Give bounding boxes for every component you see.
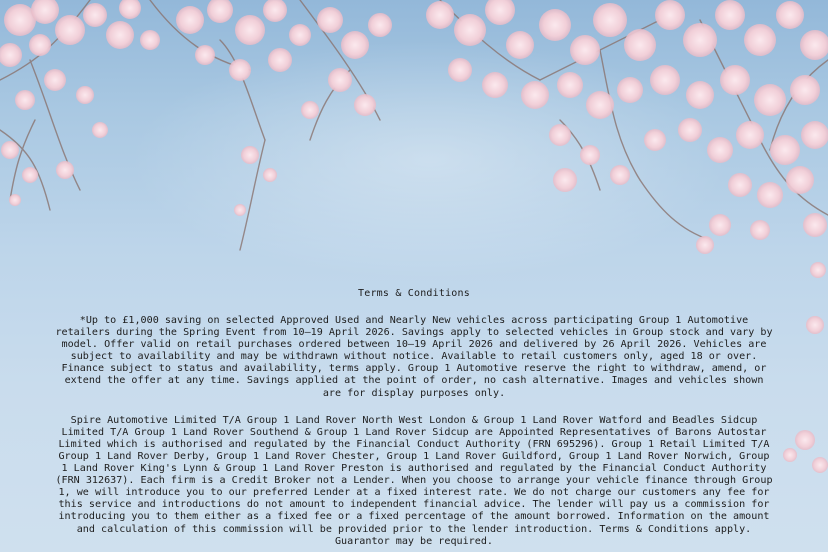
terms-paragraph-savings: *Up to £1,000 saving on selected Approved Used and Nearly New vehicles across participating Group 1 Automotive retailers during the Spring Event from 10–19 April 2026. Savings apply to selected vehicles in Group stock and vary by model. Offer valid on retail purchases ordered between 10–19 April 2026 and delivered by 26 April 2026. Vehicles are subject to availability and may be withdrawn without notice. Available to retail customers only, aged 18 or over. Finance subject to status and availability, terms apply. Group 1 Automotive reserve the right to withdraw, amend, or extend the offer at any time. Savings applied at the point of order, no cash alternative. Images and vehicles shown are for display purposes only.	[55, 315, 773, 399]
terms-paragraph-finance: Spire Automotive Limited T/A Group 1 Land Rover North West London & Group 1 Land Rover Watford and Beadles Sidcup Limited T/A Group 1 Land Rover Southend & Group 1 Land Rover Sidcup are Appointed Representatives of Barons Autostar Limited which is authorised and regulated by the Financial Conduct Authority (FRN 695296). Group 1 Retail Limited T/A Group 1 Land Rover Derby, Group 1 Land Rover Chester, Group 1 Land Rover Guildford, Group 1 Land Rover Norwich, Group 1 Land Rover King's Lynn & Group 1 Land Rover Preston is authorised and regulated by the Financial Conduct Authority (FRN 312637). Each firm is a Credit Broker not a Lender. When you choose to arrange your vehicle finance through Group 1, we will introduce you to our preferred Lender at a fixed interest rate. We do not charge our customers any fee for this service and introductions do not amount to independent financial advice. The lender will pay us a commission for introducing you to them either as a fixed fee or a fixed percentage of the amount borrowed. Information on the amount and calculation of this commission will be provided prior to the lender introduction. Terms & Conditions apply. Guarantor may be required.	[55, 414, 773, 547]
terms-title: Terms & Conditions	[358, 288, 470, 299]
terms-and-conditions	[54, 288, 774, 548]
